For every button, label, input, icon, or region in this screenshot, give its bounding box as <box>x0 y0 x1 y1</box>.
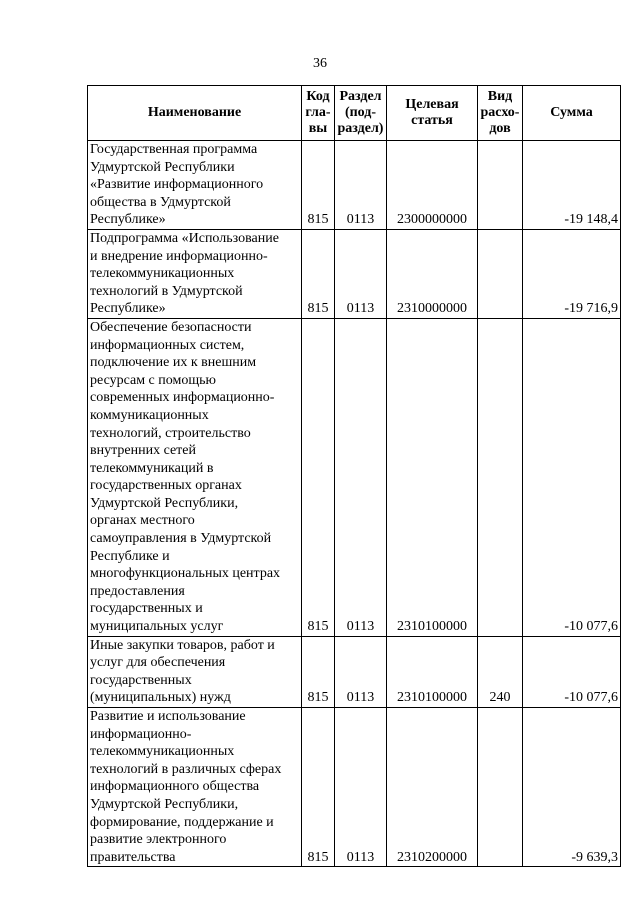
table-row <box>88 229 621 318</box>
row-chapter-code: 815 <box>302 708 335 867</box>
row-section: 0113 <box>335 708 387 867</box>
row-chapter-code: 815 <box>302 141 335 230</box>
row-name-line: многофункциональных центрах <box>90 566 281 582</box>
row-target-article: 2310200000 <box>387 708 478 867</box>
table-row <box>88 141 621 230</box>
row-name-line: технологий в различных сферах <box>90 761 282 777</box>
row-section: 0113 <box>335 229 387 318</box>
row-name-line: Иные закупки товаров, работ и <box>90 637 275 653</box>
row-name-line: общества в Удмуртской <box>90 194 231 210</box>
row-section: 0113 <box>335 636 387 707</box>
row-amount: -10 077,6 <box>523 318 621 636</box>
row-name-line: телекоммуникаций в <box>90 460 214 476</box>
row-section: 0113 <box>335 141 387 230</box>
budget-table <box>87 85 621 867</box>
row-name-line: услуг для обеспечения <box>90 655 226 671</box>
row-name-line: органах местного <box>90 513 195 529</box>
row-name <box>88 708 302 867</box>
row-name-line: и внедрение информационно- <box>90 248 268 264</box>
row-name-line: Удмуртской Республики <box>90 159 235 175</box>
header-section: Раздел (под- раздел) <box>335 86 387 141</box>
row-name-line: внутренних сетей <box>90 443 197 459</box>
row-name-line: подключение их к внешним <box>90 355 257 371</box>
table-row <box>88 636 621 707</box>
row-chapter-code: 815 <box>302 636 335 707</box>
row-target-article: 2310100000 <box>387 636 478 707</box>
row-target-article: 2310000000 <box>387 229 478 318</box>
row-name-line: правительства <box>90 849 176 865</box>
row-target-article: 2300000000 <box>387 141 478 230</box>
row-expense-type: 240 <box>478 636 523 707</box>
row-name-line: государственных и <box>90 601 203 617</box>
row-name-line: Удмуртской Республики, <box>90 495 239 511</box>
row-amount: -19 716,9 <box>523 229 621 318</box>
table-row <box>88 318 621 636</box>
header-expense-type: Вид расхо- дов <box>478 86 523 141</box>
row-name-line: Удмуртской Республики, <box>90 796 239 812</box>
header-target-article: Целевая статья <box>387 86 478 141</box>
row-name-line: (муниципальных) нужд <box>90 690 231 706</box>
row-name-line: информационных систем, <box>90 337 245 353</box>
row-amount: -9 639,3 <box>523 708 621 867</box>
row-name-line: информационно- <box>90 726 192 742</box>
row-expense-type <box>478 708 523 867</box>
page-number: 36 <box>313 56 327 71</box>
row-name-line: Подпрограмма «Использование <box>90 230 279 246</box>
row-name-line: информационного общества <box>90 779 260 795</box>
row-chapter-code: 815 <box>302 318 335 636</box>
row-name-line: Развитие и использование <box>90 709 246 724</box>
row-name-line: современных информационно- <box>90 390 275 406</box>
table-header-row <box>88 86 621 141</box>
row-name <box>88 318 302 636</box>
row-name-line: коммуникационных <box>90 407 209 423</box>
row-name-line: Государственная программа <box>90 142 258 157</box>
row-amount: -10 077,6 <box>523 636 621 707</box>
row-name-line: технологий, строительство <box>90 425 251 441</box>
row-name-line: Обеспечение безопасности <box>90 319 252 335</box>
row-name-line: телекоммуникационных <box>90 744 235 760</box>
row-name-line: Республике и <box>90 548 170 564</box>
header-name: Наименование <box>88 86 302 141</box>
row-name-line: самоуправления в Удмуртской <box>90 531 272 547</box>
row-name-line: государственных <box>90 672 192 688</box>
row-name <box>88 141 302 230</box>
row-name-line: «Развитие информационного <box>90 177 264 193</box>
row-amount: -19 148,4 <box>523 141 621 230</box>
row-name-line: формирование, поддержание и <box>90 814 274 830</box>
row-name-line: Республике» <box>90 212 166 228</box>
row-name <box>88 229 302 318</box>
row-name-line: развитие электронного <box>90 832 227 848</box>
row-name-line: предоставления <box>90 583 185 599</box>
row-name <box>88 636 302 707</box>
row-name-line: телекоммуникационных <box>90 266 235 282</box>
row-expense-type <box>478 141 523 230</box>
row-target-article: 2310100000 <box>387 318 478 636</box>
row-section: 0113 <box>335 318 387 636</box>
row-name-line: ресурсам с помощью <box>90 372 216 388</box>
row-name-line: государственных органах <box>90 478 242 494</box>
header-chapter-code: Код гла- вы <box>302 86 335 141</box>
row-chapter-code: 815 <box>302 229 335 318</box>
row-name-line: Республике» <box>90 301 166 317</box>
row-name-line: технологий в Удмуртской <box>90 283 243 299</box>
row-name-line: муниципальных услуг <box>90 619 224 635</box>
row-expense-type <box>478 229 523 318</box>
table-body <box>88 141 621 867</box>
row-expense-type <box>478 318 523 636</box>
header-amount: Сумма <box>523 86 621 141</box>
table-row <box>88 708 621 867</box>
